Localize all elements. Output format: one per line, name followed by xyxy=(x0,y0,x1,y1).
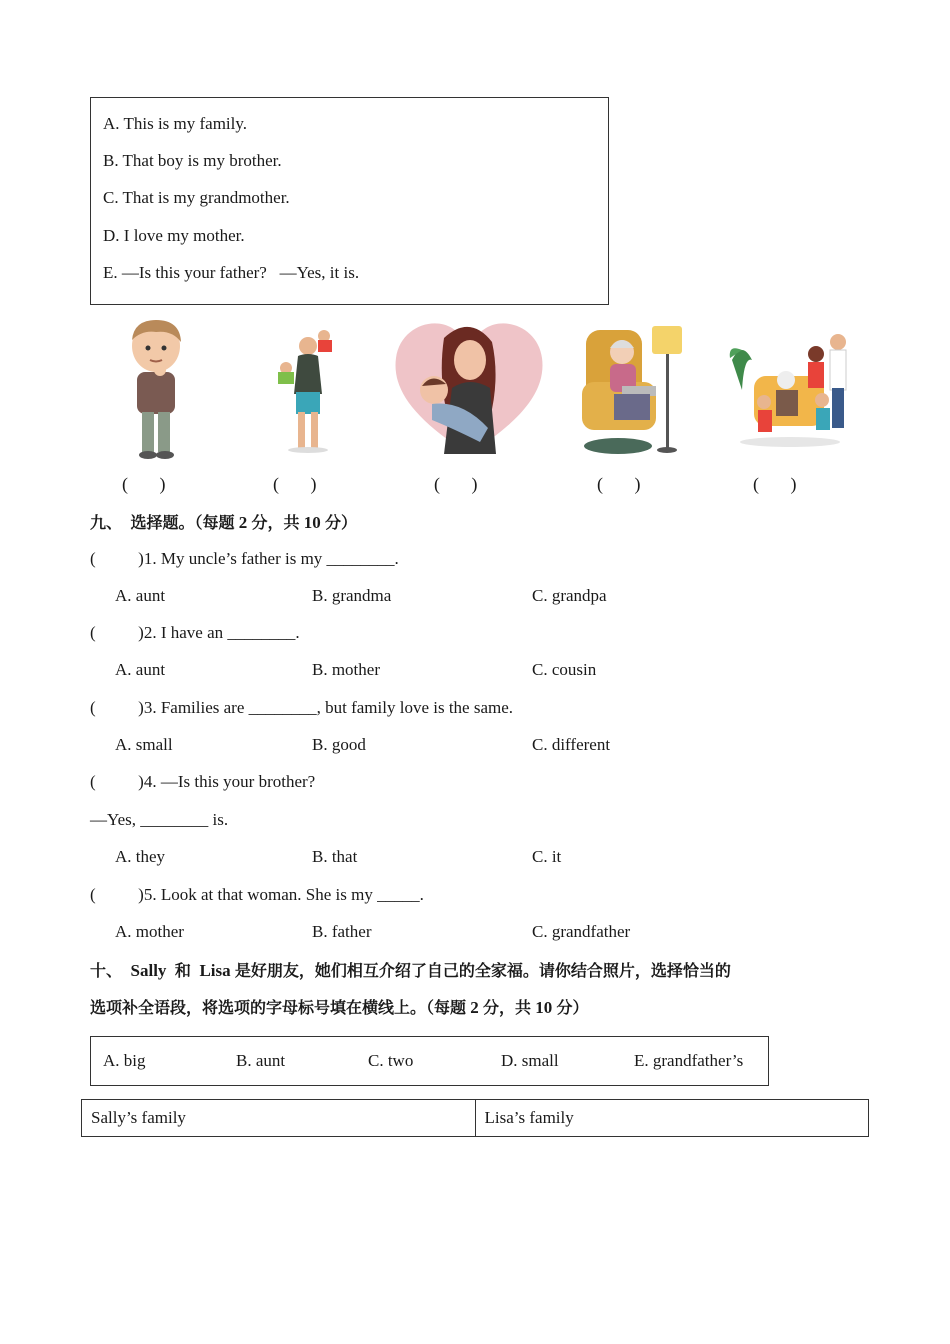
section-10-number: 十、 xyxy=(90,961,123,980)
section-10-line-2: 选项补全语段，将选项的字母标号填在横线上。（每题 xyxy=(90,998,467,1017)
question-4-reply: —Yes, ________ is. xyxy=(90,810,229,829)
question-4-stem[interactable]: ( )4. —Is this your brother? xyxy=(90,772,316,791)
picture-answer-2[interactable]: ( ) xyxy=(273,474,317,494)
section-10-points: 2 xyxy=(470,998,479,1017)
question-1-choice-b[interactable]: B. grandma xyxy=(312,586,392,605)
question-1-choice-a[interactable]: A. aunt xyxy=(115,586,166,605)
boy-thinking-icon xyxy=(120,318,192,460)
picture-answer-3[interactable]: ( ) xyxy=(434,474,478,494)
lisa-family-header: Lisa’s family xyxy=(475,1100,869,1137)
word-option-a: A. big xyxy=(103,1051,146,1070)
question-2-choice-b[interactable]: B. mother xyxy=(312,660,380,679)
sentence-options-box xyxy=(90,97,609,305)
question-4-choice-b[interactable]: B. that xyxy=(312,847,358,866)
question-1-choice-c[interactable]: C. grandpa xyxy=(532,586,607,605)
question-2-choice-a[interactable]: A. aunt xyxy=(115,660,166,679)
section-10-line-1-rest: 是好朋友，她们相互介绍了自己的全家福。请你结合照片，选择恰当的 xyxy=(234,961,731,980)
sally-family-header: Sally’s family xyxy=(82,1100,476,1137)
section-9-heading xyxy=(90,510,357,533)
question-1-stem[interactable]: ( )1. My uncle’s father is my ________. xyxy=(90,549,399,568)
question-5-choice-a[interactable]: A. mother xyxy=(115,922,184,941)
word-option-b: B. aunt xyxy=(236,1051,286,1070)
section-9-title-end: 分） xyxy=(325,513,358,532)
question-2-choice-c[interactable]: C. cousin xyxy=(532,660,597,679)
question-4-choice-c[interactable]: C. it xyxy=(532,847,562,866)
word-option-c: C. two xyxy=(368,1051,414,1070)
family-table xyxy=(81,1099,869,1137)
question-3-choice-b[interactable]: B. good xyxy=(312,735,366,754)
section-10-and: 和 xyxy=(174,961,191,980)
section-10-end: 分） xyxy=(556,998,589,1017)
sentence-option-d: D. I love my mother. xyxy=(103,226,245,245)
picture-answer-1[interactable]: ( ) xyxy=(122,474,166,494)
sentence-option-b: B. That boy is my brother. xyxy=(103,151,282,170)
question-2-stem[interactable]: ( )2. I have an ________. xyxy=(90,623,300,642)
question-5-choice-b[interactable]: B. father xyxy=(312,922,372,941)
question-5-stem[interactable]: ( )5. Look at that woman. She is my _____. xyxy=(90,885,424,904)
sentence-option-a: A. This is my family. xyxy=(103,114,248,133)
sentence-option-c: C. That is my grandmother. xyxy=(103,188,290,207)
table-row xyxy=(82,1100,869,1137)
question-5-choice-c[interactable]: C. grandfather xyxy=(532,922,631,941)
section-9-title: 选择题。（每题 xyxy=(130,513,235,532)
picture-answer-5[interactable]: ( ) xyxy=(753,474,797,494)
word-option-e: E. grandfather’s xyxy=(634,1051,744,1070)
section-9-total: 10 xyxy=(303,513,321,532)
father-with-children-icon xyxy=(272,324,342,454)
section-9-points: 2 xyxy=(238,513,248,532)
section-10-mid: 分，共 xyxy=(483,998,532,1017)
question-3-choice-a[interactable]: A. small xyxy=(115,735,173,754)
question-4-choice-a[interactable]: A. they xyxy=(115,847,166,866)
section-9-title-mid: 分，共 xyxy=(251,513,300,532)
sentence-option-e: E. —Is this your father? —Yes, it is. xyxy=(103,263,360,282)
question-3-choice-c[interactable]: C. different xyxy=(532,735,611,754)
section-10-heading-line-1 xyxy=(90,958,731,981)
question-3-stem[interactable]: ( )3. Families are ________, but family love is the same. xyxy=(90,698,514,717)
section-10-total: 10 xyxy=(535,998,553,1017)
word-option-d: D. small xyxy=(501,1051,559,1070)
word-options-box xyxy=(90,1036,769,1086)
section-10-heading-line-2 xyxy=(90,995,589,1018)
section-10-name-1: Sally xyxy=(130,961,167,980)
section-9-number: 九、 xyxy=(90,513,123,532)
picture-answer-4[interactable]: ( ) xyxy=(597,474,641,494)
grandmother-armchair-icon xyxy=(582,322,686,456)
mother-and-baby-heart-icon xyxy=(392,318,546,458)
whole-family-icon xyxy=(728,330,852,448)
section-10-name-2: Lisa xyxy=(199,961,231,980)
